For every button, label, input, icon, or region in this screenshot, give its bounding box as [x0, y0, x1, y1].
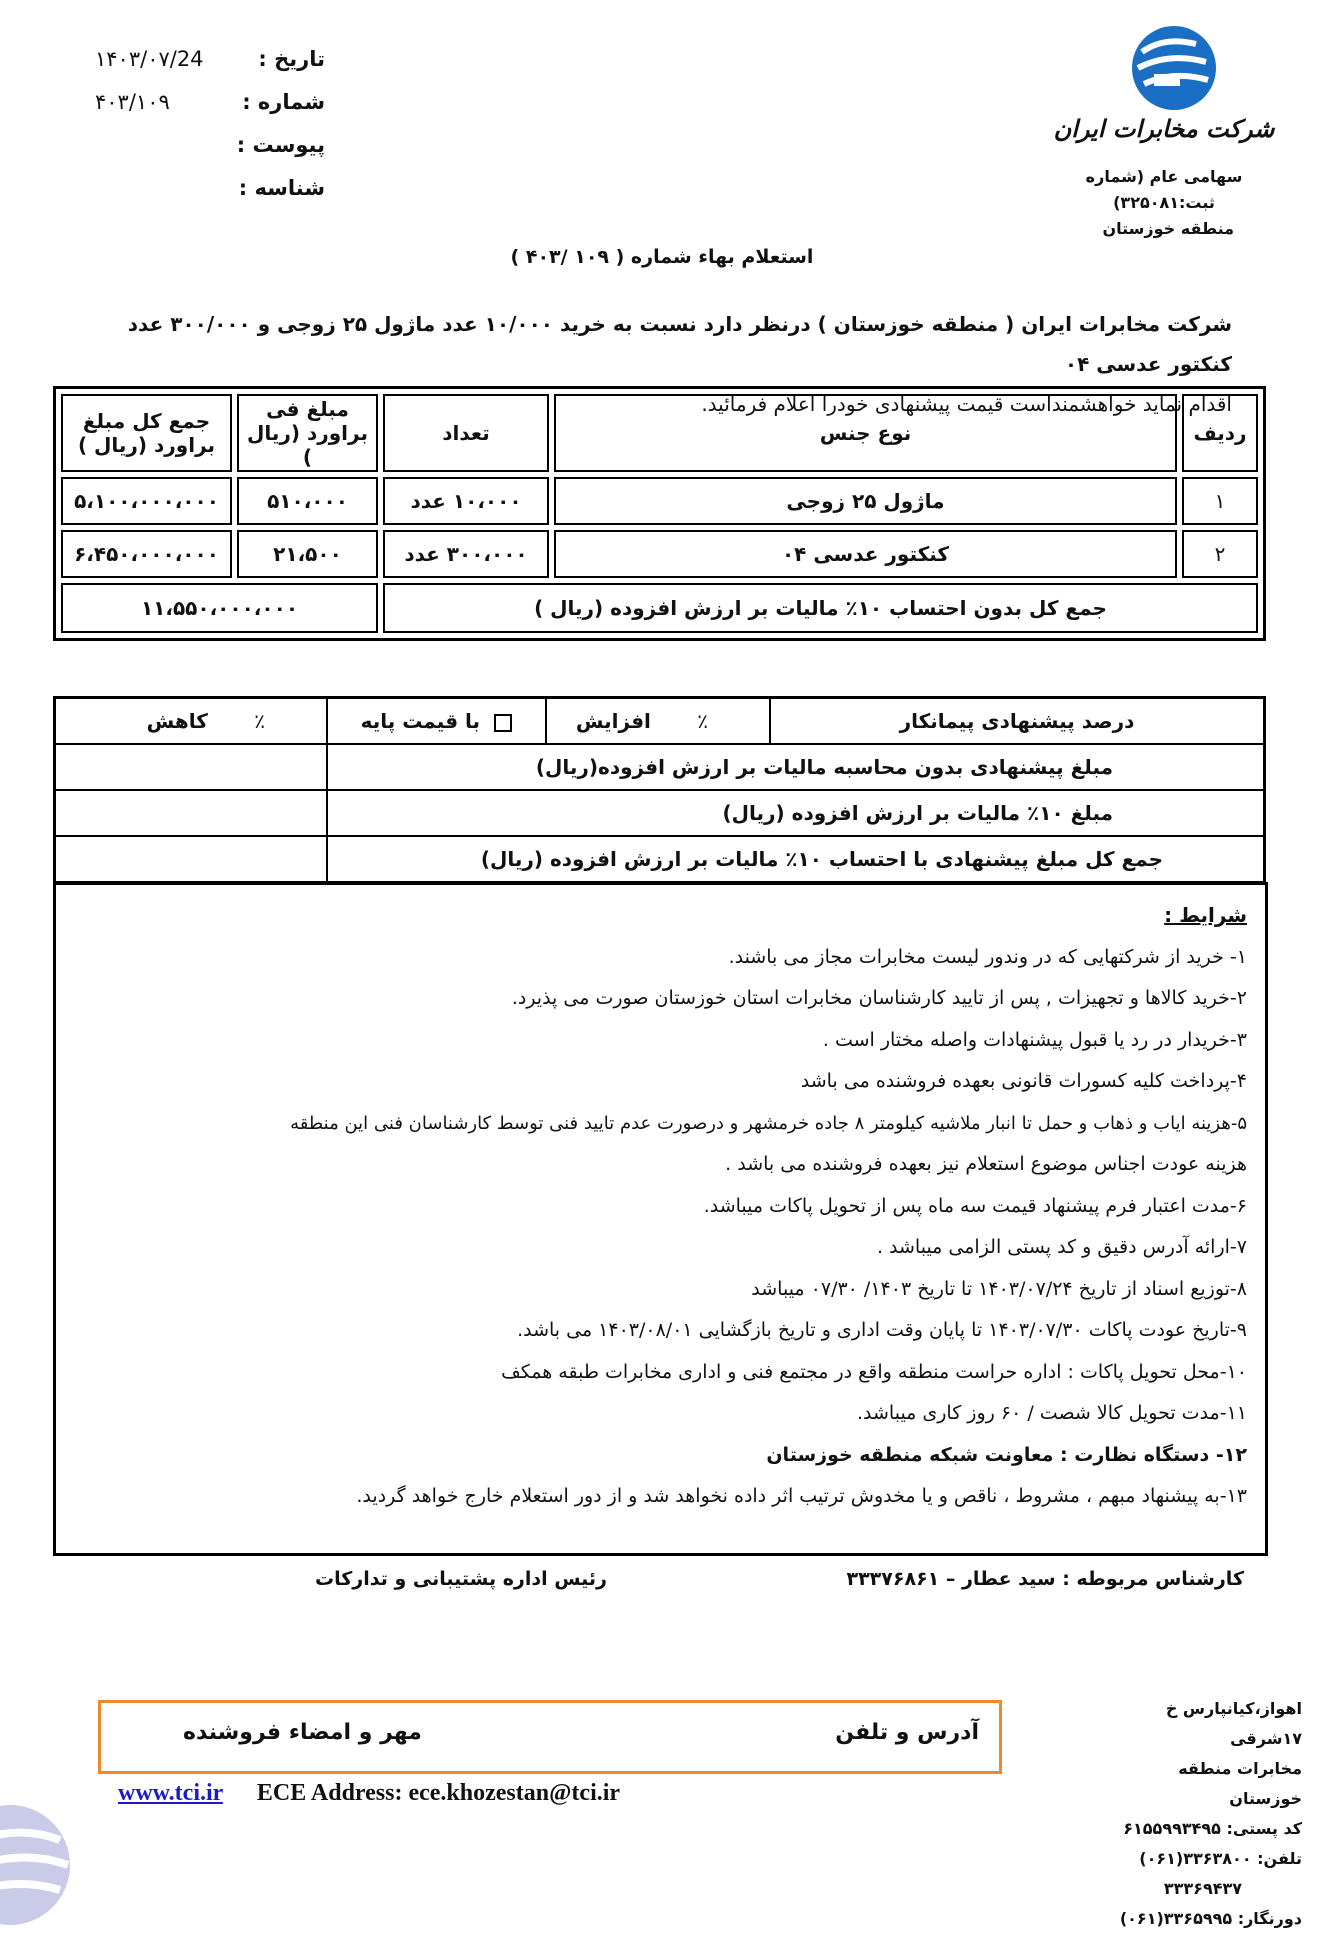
conditions-list [72, 895, 1247, 1518]
proposal-row [55, 744, 1265, 790]
address-phone-label: آدرس و تلفن [835, 1720, 979, 1745]
total-value: ۱۱،۵۵۰،۰۰۰،۰۰۰ [61, 583, 378, 633]
condition-item: ۱۳-به پیشنهاد مبهم ، مشروط ، ناقص و یا مخدوش ترتیب اثر داده نخواهد شد و از دور استعلام خارج خواهد گردید. [356, 1485, 1247, 1507]
condition-item: ۱- خرید از شرکتهایی که در وندور لیست مخابرات مجاز می باشند. [728, 945, 1247, 968]
proposal-value-1[interactable] [55, 744, 328, 790]
header-total: جمع کل مبلغ براورد (ریال ) [61, 394, 232, 472]
proposal-line-1: مبلغ پیشنهادی بدون محاسبه مالیات بر ارزش افزوده(ریال) [327, 744, 1265, 790]
expert-signature: کارشناس مربوطه : سید عطار – ۳۳۳۷۶۸۶۱ [846, 1568, 1244, 1590]
proposal-row [55, 836, 1265, 883]
cell-unit-price: ۲۱،۵۰۰ [237, 530, 378, 578]
condition-item: ۱۱-مدت تحویل کالا شصت / ۶۰ روز کاری میباشد. [856, 1402, 1247, 1424]
table-row [61, 477, 1258, 525]
seller-box [98, 1700, 1002, 1774]
ece-address: ECE Address: ece.khozestan@tci.ir [256, 1780, 621, 1806]
condition-item: ۵-هزینه ایاب و ذهاب و حمل تا انبار ملاشیه کیلومتر ۸ جاده خرمشهر و درصورت عدم تایید فنی توسط کارشناسان فنی این منطقه [290, 1112, 1247, 1134]
seller-stamp-label: مهر و امضاء فروشنده [183, 1720, 422, 1745]
percent-label: درصد پیشنهادی پیمانکار [770, 698, 1265, 745]
header-row-number: ردیف [1182, 394, 1258, 472]
decorative-logo-icon [0, 1800, 80, 1930]
table-total-row [61, 583, 1258, 633]
company-name: شرکت مخابرات ایران [1053, 115, 1275, 143]
proposal-value-2[interactable] [55, 790, 328, 836]
base-price-cell [327, 698, 546, 745]
proposal-row [55, 790, 1265, 836]
number-label: شماره : [242, 90, 325, 114]
header-unit-price: مبلغ فی براورد (ریال ) [237, 394, 378, 472]
conditions-heading: شرایط : [1164, 903, 1247, 927]
footer-address [1102, 1694, 1302, 1934]
registration-text: سهامی عام (شماره ثبت:۳۲۵۰۸۱) [1085, 167, 1243, 212]
page-title: استعلام بهاء شماره ( ۱۰۹ /۴۰۳ ) [510, 246, 814, 268]
address-line: اهواز،کیانپارس خ ۱۷شرقی [1165, 1699, 1302, 1748]
condition-item: ۲-خرید کالاها و تجهیزات , پس از تایید کارشناسان مخابرات استان خوزستان صورت می پذیرد. [511, 987, 1247, 1009]
address-line: مخابرات منطقه خوزستان [1178, 1759, 1302, 1808]
cell-qty: ۳۰۰،۰۰۰ عدد [383, 530, 549, 578]
proposal-line-2: مبلغ ۱۰٪ مالیات بر ارزش افزوده (ریال) [327, 790, 1265, 836]
condition-item: ۷-ارائه آدرس دقیق و کد پستی الزامی میباشد . [876, 1236, 1247, 1258]
cell-total: ۵،۱۰۰،۰۰۰،۰۰۰ [61, 477, 232, 525]
decrease-pct-sign: ٪ [254, 709, 265, 733]
decrease-label: کاهش [146, 709, 208, 733]
condition-item: هزینه عودت اجناس موضوع استعلام نیز بعهده فروشنده می باشد . [725, 1153, 1247, 1175]
footer-links [118, 1780, 620, 1807]
cell-item: کنکتور عدسی ۰۴ [554, 530, 1177, 578]
region-text: منطقه خوزستان [1102, 219, 1234, 238]
table-header-row [61, 394, 1258, 472]
items-table [53, 386, 1266, 641]
conditions-box [53, 882, 1268, 1556]
proposal-value-3[interactable] [55, 836, 328, 883]
address-line: ۳۳۳۶۹۴۳۷ [1163, 1879, 1242, 1898]
intro-line-1: شرکت مخابرات ایران ( منطقه خوزستان ) درنظر دارد نسبت به خرید ۱۰/۰۰۰ عدد ماژول ۲۵ زوجی و ۳۰۰/۰۰۰ عدد کنکتور عدسی ۰۴ [127, 312, 1232, 376]
condition-item: ۱۲- دستگاه نظارت : معاونت شبکه منطقه خوزستان [766, 1443, 1247, 1466]
document-meta [95, 38, 325, 210]
cell-item: ماژول ۲۵ زوجی [554, 477, 1177, 525]
address-line: دورنگار: ۳۳۶۵۹۹۵(۰۶۱) [1119, 1909, 1302, 1928]
date-value: ۱۴۰۳/۰۷/24 [95, 47, 204, 71]
cell-row: ۲ [1182, 530, 1258, 578]
condition-item: ۳-خریدار در رد یا قبول پیشنهادات واصله مختار است . [822, 1028, 1247, 1051]
address-line: کد پستی: ۶۱۵۵۹۹۳۴۹۵ [1123, 1819, 1302, 1838]
tci-logo-icon [1114, 22, 1234, 114]
cell-qty: ۱۰،۰۰۰ عدد [383, 477, 549, 525]
total-label: جمع کل بدون احتساب ۱۰٪ مالیات بر ارزش افزوده (ریال ) [383, 583, 1258, 633]
header-qty: تعداد [383, 394, 549, 472]
condition-item: ۶-مدت اعتبار فرم پیشنهاد قیمت سه ماه پس از تحویل پاکات میباشد. [703, 1194, 1247, 1217]
condition-item: ۴-پرداخت کلیه کسورات قانونی بعهده فروشنده می باشد [800, 1070, 1247, 1092]
percent-row [55, 698, 1265, 745]
cell-row: ۱ [1182, 477, 1258, 525]
cell-total: ۶،۴۵۰،۰۰۰،۰۰۰ [61, 530, 232, 578]
increase-label: افزایش [575, 709, 651, 733]
proposal-table [53, 696, 1266, 884]
head-signature: رئیس اداره پشتیبانی و تدارکات [315, 1568, 607, 1590]
condition-item: ۸-توزیع اسناد از تاریخ ۱۴۰۳/۰۷/۲۴ تا تاریخ ۱۴۰۳/ ۰۷/۳۰ میباشد [751, 1277, 1247, 1300]
intro-line-2: اقدام نماید خواهشمنداست قیمت پیشنهادی خودرا اعلام فرمائید. [701, 392, 1232, 416]
base-price-label: با قیمت پایه [360, 709, 481, 733]
attachment-label: پیوست : [236, 133, 325, 157]
company-logo-block [1034, 22, 1294, 238]
id-label: شناسه : [238, 176, 325, 200]
header-item: نوع جنس [554, 394, 1177, 472]
address-line: تلفن: ۳۳۶۳۸۰۰(۰۶۱) [1139, 1849, 1302, 1868]
condition-item: ۱۰-محل تحویل پاکات : اداره حراست منطقه واقع در مجتمع فنی و اداری مخابرات طبقه همکف [501, 1360, 1247, 1383]
increase-pct-sign: ٪ [697, 709, 708, 733]
table-row [61, 530, 1258, 578]
website-link[interactable]: www.tci.ir [118, 1780, 223, 1806]
increase-cell [546, 698, 770, 745]
base-price-checkbox[interactable] [494, 714, 512, 732]
proposal-line-3: جمع کل مبلغ پیشنهادی با احتساب ۱۰٪ مالیات بر ارزش افزوده (ریال) [327, 836, 1265, 883]
date-label: تاریخ : [258, 47, 325, 71]
number-value: ۴۰۳/۱۰۹ [95, 90, 170, 114]
decrease-cell [55, 698, 328, 745]
condition-item: ۹-تاریخ عودت پاکات ۱۴۰۳/۰۷/۳۰ تا پایان وقت اداری و تاریخ بازگشایی ۱۴۰۳/۰۸/۰۱ می باشد. [517, 1319, 1247, 1341]
cell-unit-price: ۵۱۰،۰۰۰ [237, 477, 378, 525]
